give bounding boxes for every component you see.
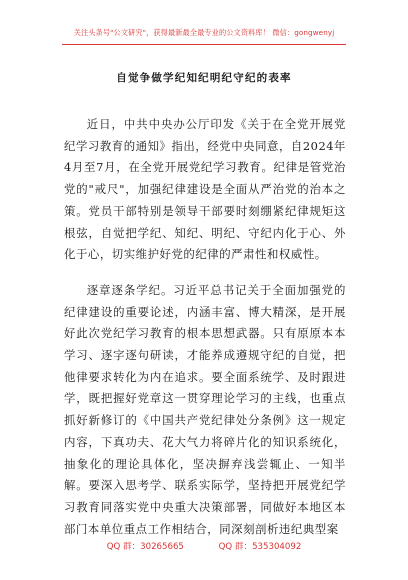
header-promo-banner: 关注头条号"公文研究"，获得最新最全最专业的公文资料库！ 微信：gongwenyj xyxy=(73,28,335,37)
paragraph-intro: 近日，中共中央办公厅印发《关于在全党开展党纪学习教育的通知》指出，经党中央同意，自2024年4月至7月，在全党开展党纪学习教育。纪律是管党治党的"戒尺"，加强纪律建设是全面从严治党的治本之策。党员干部特别是领导干部要时刻绷紧纪律规矩这根弦，自觉把学纪、知纪、明纪、守纪内化于心、外化于心，切实维护好党的纪律的严肃性和权威性。 xyxy=(64,117,346,262)
header-divider xyxy=(62,44,346,45)
document-title: 自觉争做学纪知纪明纪守纪的表率 xyxy=(116,72,292,84)
paragraph-study-rules: 逐章逐条学纪。习近平总书记关于全面加强党的纪律建设的重要论述，内涵丰富、博大精深，是开展好此次党纪学习教育的根本思想武器。只有原原本本学习、逐字逐句研读，才能养成遵规守纪的自觉，把他律要求转化为内在追求。要全面系统学、及时跟进学，既把握好党章这一贯穿理论学习的主线，也重点抓好新修订的《中国共产党纪律处分条例》这一规定内容，下真功夫、花大气力将碎片化的知识系统化，抽象化的理论具体化，坚决摒弃浅尝辄止、一知半解。要深入思考学、联系实际学，坚持把开展党纪学习教育同落实党中央重大决策部署，同做好本地区本部门本单位重点工作相结合，同深刻剖析违纪典型案 xyxy=(64,282,346,536)
footer-qq-group-2: QQ 群：535304092 xyxy=(218,542,302,552)
footer-contact xyxy=(0,540,408,552)
footer-qq-group-1: QQ 群：30265665 xyxy=(106,542,184,552)
document-body xyxy=(64,114,346,540)
